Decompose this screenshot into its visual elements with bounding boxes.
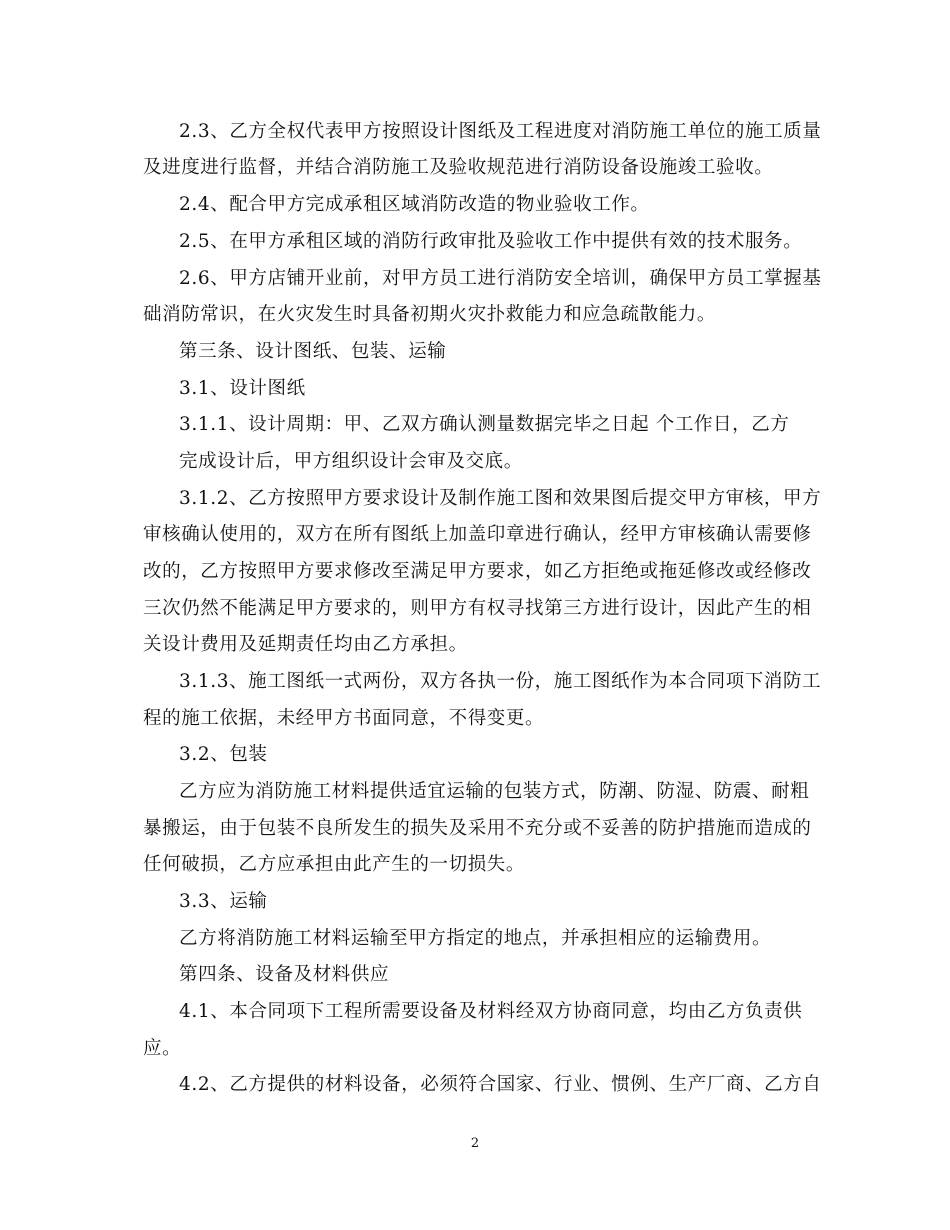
- section-heading: 第三条、设计图纸、包装、运输: [179, 341, 447, 362]
- text-line: 三次仍然不能满足甲方要求的，则甲方有权寻找第三方进行设计，因此产生的相: [143, 598, 812, 619]
- subsection-heading: 3.3、运输: [179, 891, 268, 912]
- subsection-heading: 3.1、设计图纸: [179, 378, 306, 399]
- text-line: 2.3、乙方全权代表甲方按照设计图纸及工程进度对消防施工单位的施工质量: [179, 121, 822, 142]
- page-number: 2: [470, 1136, 480, 1151]
- text-line: 及进度进行监督，并结合消防施工及验收规范进行消防设备设施竣工验收。: [143, 157, 774, 178]
- text-line: 3.1.3、施工图纸一式两份，双方各执一份，施工图纸作为本合同项下消防工: [179, 671, 822, 692]
- text-line: 4.2、乙方提供的材料设备，必须符合国家、行业、惯例、生产厂商、乙方自: [179, 1074, 822, 1095]
- text-line: 审核确认使用的，双方在所有图纸上加盖印章进行确认，经甲方审核确认需要修: [143, 524, 812, 545]
- text-line: 2.5、在甲方承租区域的消防行政审批及验收工作中提供有效的技术服务。: [179, 231, 803, 252]
- text-line: 任何破损，乙方应承担由此产生的一切损失。: [143, 854, 526, 875]
- text-line: 2.4、配合甲方完成承租区域消防改造的物业验收工作。: [179, 194, 650, 215]
- subsection-heading: 3.2、包装: [179, 744, 268, 765]
- text-line: 完成设计后，甲方组织设计会审及交底。: [179, 451, 523, 472]
- text-line: 改的，乙方按照甲方要求修改至满足甲方要求，如乙方拒绝或拖延修改或经修改: [143, 561, 812, 582]
- text-line: 程的施工依据，未经甲方书面同意，不得变更。: [143, 708, 545, 729]
- text-line: 乙方应为消防施工材料提供适宜运输的包装方式，防潮、防湿、防震、耐粗: [179, 781, 810, 802]
- text-line: 应。: [143, 1038, 182, 1059]
- text-line: 暴搬运，由于包装不良所发生的损失及采用不充分或不妥善的防护措施而造成的: [143, 818, 812, 839]
- text-line: 3.1.1、设计周期：甲、乙双方确认测量数据完毕之日起 个工作日，乙方: [179, 414, 790, 435]
- section-heading: 第四条、设备及材料供应: [179, 964, 390, 985]
- text-line: 4.1、本合同项下工程所需要设备及材料经双方协商同意，均由乙方负责供: [179, 1001, 803, 1022]
- text-line: 3.1.2、乙方按照甲方要求设计及制作施工图和效果图后提交甲方审核，甲方: [179, 488, 822, 509]
- text-line: 础消防常识，在火灾发生时具备初期火灾扑救能力和应急疏散能力。: [143, 304, 717, 325]
- text-line: 关设计费用及延期责任均由乙方承担。: [143, 634, 468, 655]
- text-line: 乙方将消防施工材料运输至甲方指定的地点，并承担相应的运输费用。: [179, 928, 772, 949]
- text-line: 2.6、甲方店铺开业前，对甲方员工进行消防安全培训，确保甲方员工掌握基: [179, 268, 822, 289]
